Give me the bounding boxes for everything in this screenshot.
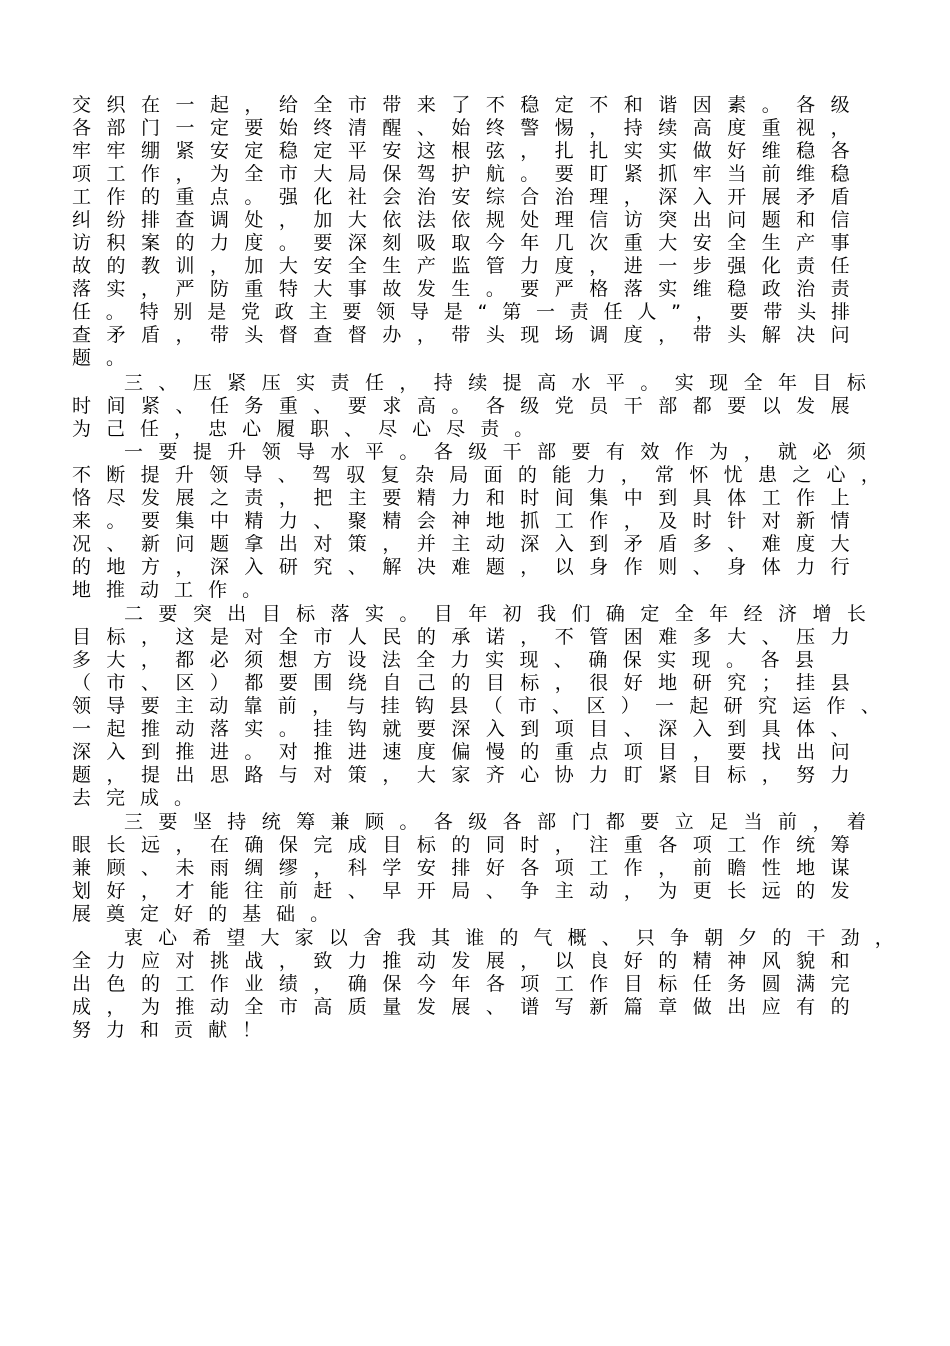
- text-line: 的 地 方 ， 深 入 研 究 、 解 决 难 题 ， 以 身 作 则 、 身 体 力 行: [72, 556, 850, 578]
- text-line: 兼 顾 、 未 雨 绸 缪 ， 科 学 安 排 好 各 项 工 作 ， 前 瞻 性 地 谋: [72, 857, 850, 879]
- text-line: 衷 心 希 望 大 家 以 舍 我 其 谁 的 气 概 、 只 争 朝 夕 的 干 劲 ，: [124, 927, 894, 949]
- text-line: 交 织 在 一 起 ， 给 全 市 带 来 了 不 稳 定 不 和 谐 因 素 。 各 级: [72, 94, 850, 116]
- text-line: 出 色 的 工 作 业 绩 ， 确 保 今 年 各 项 工 作 目 标 任 务 圆 满 完: [72, 973, 850, 995]
- text-line: 深 入 到 推 进 。 对 推 进 速 度 偏 慢 的 重 点 项 目 ， 要 找 出 问: [72, 741, 850, 763]
- text-line: 去 完 成 。: [72, 787, 209, 809]
- text-line: 查 矛 盾 ， 带 头 督 查 督 办 ， 带 头 现 场 调 度 ， 带 头 解 决 问: [72, 324, 850, 346]
- text-line: 牢 牢 绷 紧 安 定 稳 定 平 安 这 根 弦 ， 扎 扎 实 实 做 好 维 稳 各: [72, 140, 850, 162]
- text-line: 况 、 新 问 题 拿 出 对 策 ， 并 主 动 深 入 到 矛 盾 多 、 难 度 大: [72, 533, 850, 555]
- text-line: 项 工 作 ， 为 全 市 大 局 保 驾 护 航 。 要 盯 紧 抓 牢 当 前 维 稳: [72, 163, 850, 185]
- text-line: 恪 尽 发 展 之 责 ， 把 主 要 精 力 和 时 间 集 中 到 具 体 工 作 上: [72, 487, 850, 509]
- text-line: 二 要 突 出 目 标 落 实 。 目 年 初 我 们 确 定 全 年 经 济 增 长: [124, 603, 866, 625]
- text-line: 时 间 紧 、 任 务 重 、 要 求 高 。 各 级 党 员 干 部 都 要 以 发 展: [72, 395, 850, 417]
- text-line: 一 起 推 动 落 实 。 挂 钩 就 要 深 入 到 项 目 、 深 入 到 具 体 、: [72, 718, 850, 740]
- text-line: 落 实 ， 严 防 重 特 大 事 故 发 生 。 要 严 格 落 实 维 稳 政 治 责: [72, 278, 850, 300]
- text-line: 目 标 ， 这 是 对 全 市 人 民 的 承 诺 ， 不 管 困 难 多 大 、 压 力: [72, 626, 850, 648]
- text-line: 任 。 特 别 是 党 政 主 要 领 导 是 “ 第 一 责 任 人 ” ， 要 带 头 排: [72, 301, 850, 323]
- text-line: 题 。: [72, 347, 141, 369]
- text-line: 访 积 案 的 力 度 。 要 深 刻 吸 取 今 年 几 次 重 大 安 全 生 产 事: [72, 232, 850, 254]
- text-line: 领 导 要 主 动 靠 前 ， 与 挂 钩 县 （ 市 、 区 ） 一 起 研 究 运 作 、: [72, 695, 880, 717]
- text-line: （ 市 、 区 ） 都 要 围 绕 自 己 的 目 标 ， 很 好 地 研 究 ； 挂 县: [72, 672, 850, 694]
- text-line: 展 奠 定 好 的 基 础 。: [72, 903, 345, 925]
- text-line: 三 要 坚 持 统 筹 兼 顾 。 各 级 各 部 门 都 要 立 足 当 前 ， 着: [124, 811, 866, 833]
- text-line: 工 作 的 重 点 。 强 化 社 会 治 安 综 合 治 理 ， 深 入 开 展 矛 盾: [72, 186, 850, 208]
- text-line: 一 要 提 升 领 导 水 平 。 各 级 干 部 要 有 效 作 为 ， 就 必 须: [124, 441, 866, 463]
- text-line: 纠 纷 排 查 调 处 ， 加 大 依 法 依 规 处 理 信 访 突 出 问 题 和 信: [72, 209, 850, 231]
- text-line: 题 ， 提 出 思 路 与 对 策 ， 大 家 齐 心 协 力 盯 紧 目 标 ， 努 力: [72, 764, 850, 786]
- text-line: 各 部 门 一 定 要 始 终 清 醒 、 始 终 警 惕 ， 持 续 高 度 重 视 ，: [72, 117, 850, 139]
- text-line: 三 、 压 紧 压 实 责 任 ， 持 续 提 高 水 平 。 实 现 全 年 目 标: [124, 372, 866, 394]
- text-line: 故 的 教 训 ， 加 大 安 全 生 产 监 管 力 度 ， 进 一 步 强 化 责 任: [72, 255, 850, 277]
- text-line: 眼 长 远 ， 在 确 保 完 成 目 标 的 同 时 ， 注 重 各 项 工 作 统 筹: [72, 834, 850, 856]
- text-line: 不 断 提 升 领 导 、 驾 驭 复 杂 局 面 的 能 力 ， 常 怀 忧 患 之 心 ，: [72, 464, 880, 486]
- text-line: 划 好 ， 才 能 往 前 赶 、 早 开 局 、 争 主 动 ， 为 更 长 远 的 发: [72, 880, 850, 902]
- text-line: 努 力 和 贡 献 ！: [72, 1019, 277, 1041]
- text-line: 全 力 应 对 挑 战 ， 致 力 推 动 发 展 ， 以 良 好 的 精 神 风 貌 和: [72, 950, 850, 972]
- text-line: 成 ， 为 推 动 全 市 高 质 量 发 展 、 谱 写 新 篇 章 做 出 应 有 的: [72, 996, 850, 1018]
- text-line: 来 。 要 集 中 精 力 、 聚 精 会 神 地 抓 工 作 ， 及 时 针 对 新 情: [72, 510, 850, 532]
- text-line: 地 推 动 工 作 。: [72, 579, 277, 601]
- text-line: 多 大 ， 都 必 须 想 方 设 法 全 力 实 现 、 确 保 实 现 。 各 县: [72, 649, 814, 671]
- text-line: 为 己 任 ， 忠 心 履 职 、 尽 心 尽 责 。: [72, 418, 549, 440]
